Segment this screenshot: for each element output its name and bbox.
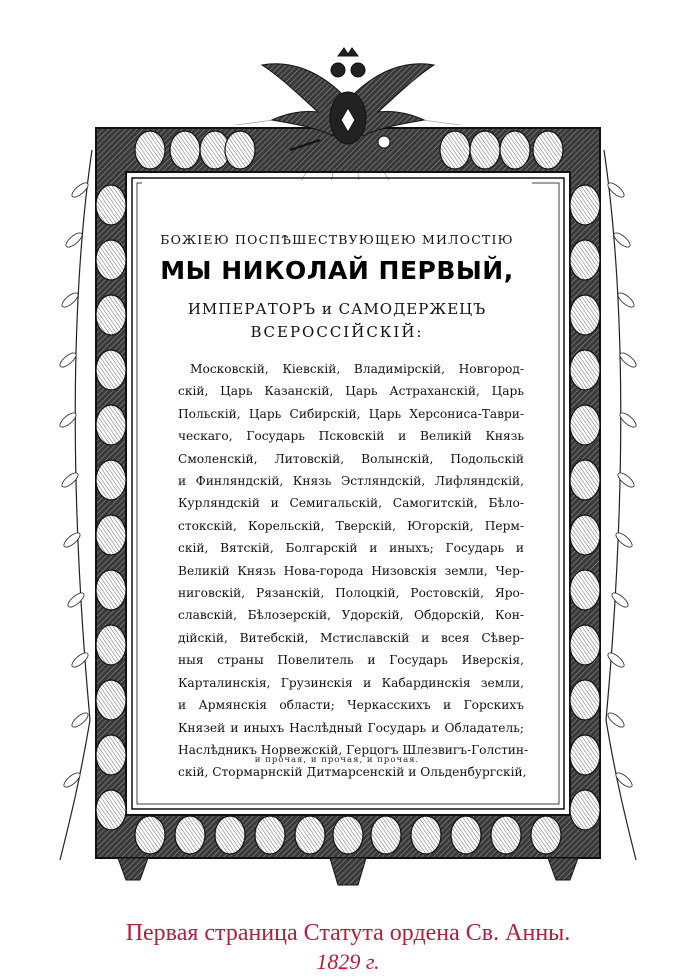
body-line: Карталинскія, Грузинскія и Кабардинскія земли, (178, 675, 524, 690)
body-line: Великій Князь Нова-города Низовскія земли, Чер- (178, 563, 524, 578)
heading-subtitle: ИМПЕРАТОРЪ и САМОДЕРЖЕЦЪ (187, 300, 487, 318)
body-line: стокскій, Корельскій, Тверскій, Югорскій, Перм- (178, 518, 524, 533)
body-line: Смоленскій, Литовскій, Волынскій, Подольскій (178, 451, 524, 466)
body-line: Польскій, Царь Сибирскій, Царь Херсониса-Таври- (178, 406, 524, 421)
heading-small: БОЖІЕЮ ПОСПѢШЕСТВУЮЩЕЮ МИЛОСТІЮ (160, 232, 514, 247)
body-line: ныя страны Повелитель и Государь Иверскія, (178, 653, 524, 668)
heading-subtitle-2: ВСЕРОССІЙСКІЙ: (250, 323, 424, 341)
body-line: Московскій, Кіевскій, Владимірскій, Новгород- (190, 362, 524, 376)
body-line: скій, Вятскій, Болгарскій и иныхъ; Государь и (178, 541, 524, 556)
laurel-branch-icon (58, 150, 92, 860)
caption-title: Первая страница Статута ордена Св. Анны. (125, 920, 571, 946)
urn-foot-icon (118, 858, 578, 885)
body-line: дійскій, Витебскій, Мстиславскій и всея Сѣвер- (178, 630, 524, 645)
heading-title: МЫ НИКОЛАЙ ПЕРВЫЙ, (160, 256, 514, 285)
body-line: славскій, Бѣлозерскій, Удорскій, Обдорскій, Кон- (178, 608, 524, 623)
body-line: и Финляндскій, Князь Эстляндскій, Лифляндскій, (178, 474, 524, 489)
closing-line: и прочая, и прочая, и прочая. (254, 755, 420, 765)
body-line: Курляндскій и Семигальскій, Самогитскій, Бѣло- (178, 496, 524, 511)
text-panel (142, 180, 532, 790)
coat-of-arms-medallion-icon (135, 816, 561, 854)
body-text (178, 358, 529, 784)
body-line: Князей и иныхъ Наслѣдный Государь и Обладатель; (178, 720, 524, 735)
body-line: ниговскій, Рязанскій, Полоцкій, Ростовскій, Яро- (178, 586, 524, 601)
caption-year: 1829 г. (316, 949, 380, 974)
body-line: ческаго, Государь Псковскій и Великій Князь (178, 429, 524, 444)
laurel-branch-icon (604, 150, 638, 860)
body-line: Наслѣдникъ Норвежскій, Герцогъ Шлезвигъ-Голстин- (178, 742, 529, 757)
body-line: скій, Царь Казанскій, Царь Астраханскій, Царь (178, 384, 524, 399)
body-line: скій, Стормарнскій Дитмарсенскій и Ольденбургскій, (178, 765, 527, 780)
body-line: и Армянскія области; Черкасскихъ и Горскихъ (178, 698, 524, 713)
